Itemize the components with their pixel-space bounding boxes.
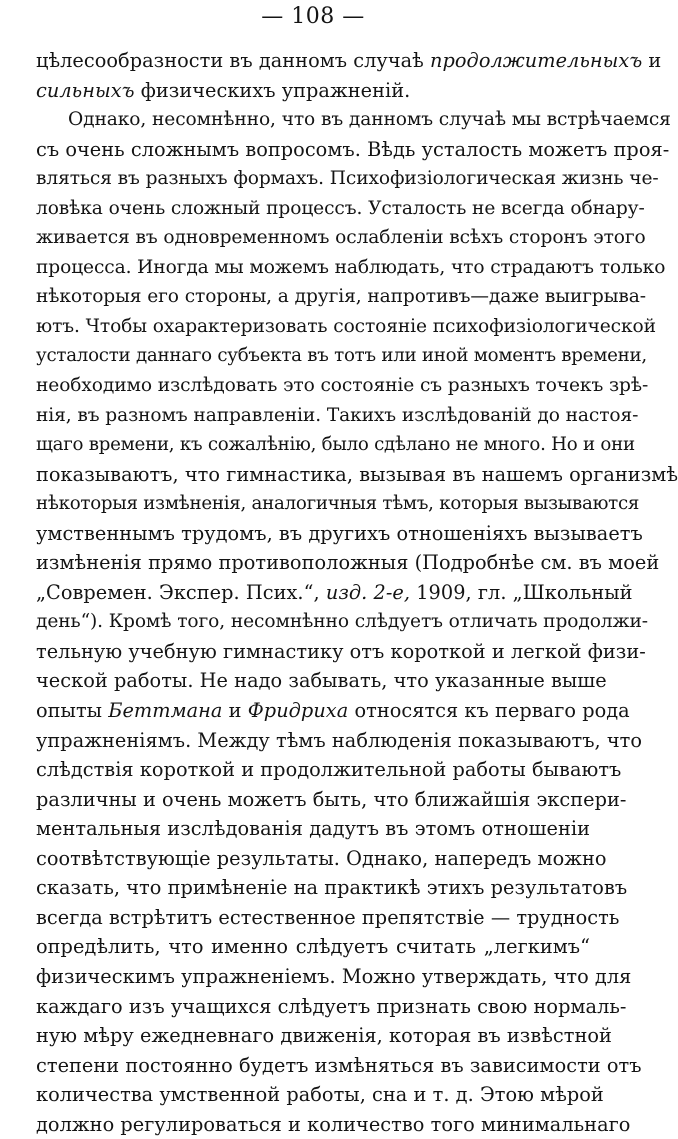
text-line: умственнымъ трудомъ, въ другихъ отношеніяхъ вызываетъ — [36, 521, 643, 545]
text-line: цѣлесообразности въ данномъ случаѣ продолжительныхъ и — [36, 49, 662, 72]
emphasis: Фридриха — [247, 699, 349, 723]
text-line: „Современ. Экспер. Псих.“, изд. 2-е, 1909, гл. „Школьный — [36, 580, 633, 604]
text-line: необходимо изслѣдовать это состояніе съ разныхъ точекъ зрѣ- — [36, 375, 649, 397]
text-line: сказать, что примѣненіе на практикѣ этихъ результатовъ — [36, 876, 628, 900]
text-line: тельную учебную гимнастику отъ короткой и легкой физи- — [36, 639, 646, 663]
text-line: показываютъ, что гимнастика, вызывая въ нашемъ организмѣ — [36, 462, 678, 486]
emphasis: продолжительныхъ — [430, 49, 643, 72]
text-line: измѣненія прямо противоположныя (Подробнѣе см. въ моей — [36, 551, 660, 575]
text-line: сильныхъ физическихъ упражненій. — [36, 78, 411, 102]
text-line: ментальныя изслѣдованія дадутъ въ этомъ отношеніи — [36, 817, 590, 841]
text-line: упражненіямъ. Между тѣмъ наблюденія показываютъ, что — [36, 728, 643, 752]
text-line: слѣдствія короткой и продолжительной работы бываютъ — [36, 758, 622, 782]
text-line: всегда встрѣтитъ естественное препятствіе — трудность — [36, 905, 620, 929]
text-line: опредѣлить, что именно слѣдуетъ считать „легкимъ“ — [36, 935, 590, 959]
text-line: живается въ одновременномъ ослабленіи всѣхъ сторонъ этого — [36, 227, 646, 249]
text-line: нія, въ разномъ направленіи. Такихъ изслѣдованій до настоя- — [36, 404, 639, 426]
text-line: физическимъ упражненіемъ. Можно утверждать, что для — [36, 964, 632, 988]
text-line: нѣкоторыя его стороны, а другія, напротивъ—даже выигрыва- — [36, 286, 646, 308]
text-line: нѣкоторыя измѣненія, аналогичныя тѣмъ, которыя вызываются — [36, 493, 640, 515]
emphasis: изд. 2-е, — [325, 580, 411, 604]
text-line: ную мѣру ежедневнаго движенія, которая въ извѣстной — [36, 1024, 612, 1048]
text-line: каждаго изъ учащихся слѣдуетъ признать свою нормаль- — [36, 994, 627, 1018]
text-line: ютъ. Чтобы охарактеризовать состояніе психофизіологической — [36, 315, 656, 337]
text-line: Однако, несомнѣнно, что въ данномъ случаѣ мы встрѣчаемся — [68, 109, 671, 131]
text-line: процесса. Иногда мы можемъ наблюдать, что страдаютъ только — [36, 256, 666, 278]
body-text — [36, 46, 678, 1139]
text-line: ческой работы. Не надо забывать, что указанные выше — [36, 669, 607, 693]
text-line: должно регулироваться и количество того минимальнаго — [36, 1112, 631, 1136]
emphasis: сильныхъ — [36, 78, 135, 102]
text-line: усталости даннаго субъекта въ тотъ или иной моментъ времени, — [36, 345, 647, 367]
text-line: вляться въ разныхъ формахъ. Психофизіологическая жизнь че- — [36, 168, 659, 190]
text-line: ловѣка очень сложный процессъ. Усталость не всегда обнару- — [36, 197, 645, 219]
text-line: степени постоянно будетъ измѣняться въ зависимости отъ — [36, 1053, 642, 1077]
text-line: день“). Кромѣ того, несомнѣнно слѣдуетъ отличать продолжи- — [36, 611, 648, 633]
text-line: различны и очень можетъ быть, что ближайшія экспери- — [36, 787, 627, 811]
text-line: количества умственной работы, сна и т. д. Этою мѣрой — [36, 1083, 604, 1107]
page-number: — 108 — — [261, 4, 365, 29]
emphasis: Беттмана — [108, 699, 223, 723]
text-line: щаго времени, къ сожалѣнію, было сдѣлано не много. Но и они — [36, 434, 635, 456]
text-line: опыты Беттмана и Фридриха относятся къ перваго рода — [36, 699, 630, 723]
text-line: съ очень сложнымъ вопросомъ. Вѣдь усталость можетъ проя- — [36, 137, 670, 161]
text-line: соотвѣтствующіе результаты. Однако, напередъ можно — [36, 846, 607, 870]
